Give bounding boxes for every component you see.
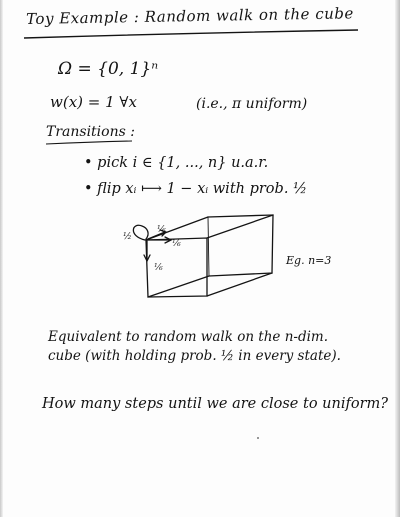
edge-prob-label: ⅙ — [157, 225, 166, 235]
cube-edge — [148, 276, 209, 297]
cube-back-face — [208, 215, 273, 276]
bullet-icon: • — [84, 181, 98, 197]
ink-speck — [257, 437, 259, 439]
step-text: pick i ∈ {1, ..., n} u.a.r. — [97, 155, 269, 171]
bullet-icon: • — [84, 155, 98, 171]
state-space: Ω = {0, 1}ⁿ — [58, 59, 159, 79]
cube-edge — [207, 273, 272, 296]
holding-prob-label: ½ — [123, 232, 132, 242]
equivalence-line: Equivalent to random walk on the n-dim. — [48, 329, 329, 345]
edge-prob-label: ⅙ — [154, 263, 163, 273]
step-text: flip xᵢ ⟼ 1 − xᵢ with prob. ½ — [97, 181, 308, 197]
transitions-heading: Transitions : — [46, 124, 135, 140]
holding-loop-arrow — [133, 225, 148, 240]
equivalence-line: cube (with holding prob. ½ in every state). — [48, 348, 341, 364]
weight-note: (i.e., π uniform) — [196, 96, 308, 112]
example-note: Eg. n=3 — [286, 254, 332, 267]
edge-prob-label: ⅙ — [172, 239, 181, 249]
page-title: Toy Example : Random walk on the cube — [25, 4, 354, 28]
weight-definition: w(x) = 1 ∀x — [50, 93, 137, 111]
cube-edge — [207, 215, 273, 238]
question-text: How many steps until we are close to uniform? — [42, 396, 389, 412]
cube-hidden-edge — [208, 217, 209, 276]
